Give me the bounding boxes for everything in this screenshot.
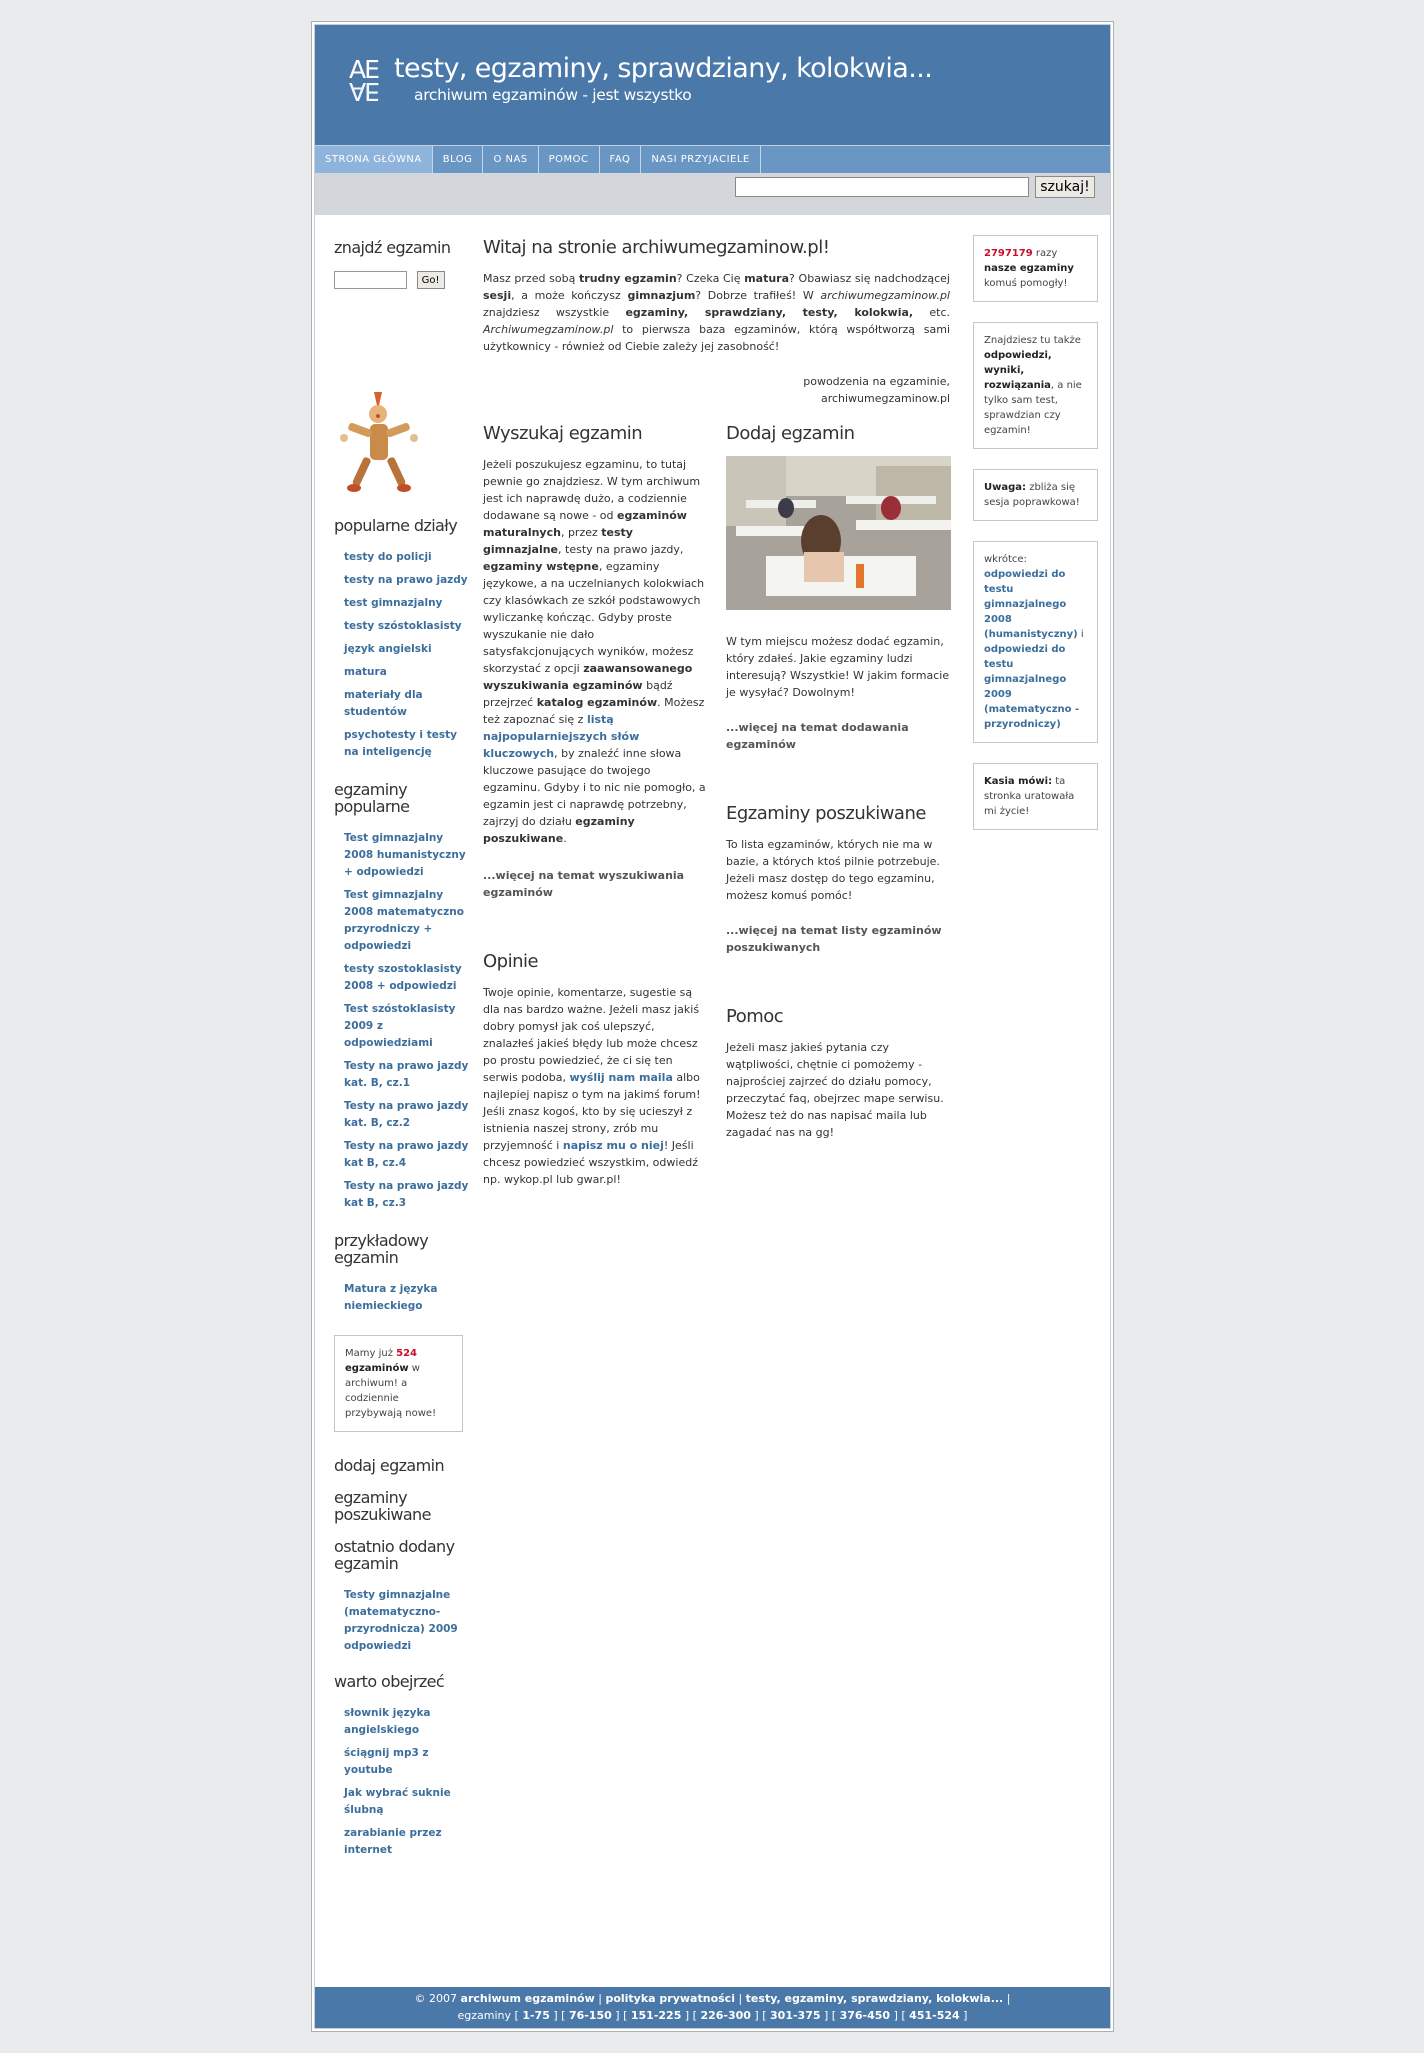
popular-exams-list bbox=[334, 830, 469, 1212]
add-exam-heading: Dodaj egzamin bbox=[726, 423, 855, 444]
welcome-bold: egzaminy, sprawdziany, testy, kolokwia, bbox=[625, 306, 914, 319]
footer-exams-label: egzaminy bbox=[457, 2009, 515, 2022]
list-item[interactable] bbox=[344, 1098, 469, 1132]
testimonial-author: Kasia mówi: bbox=[984, 776, 1053, 787]
popular-section-link[interactable]: test gimnazjalny bbox=[344, 597, 443, 609]
popular-exam-link[interactable]: Test szóstoklasisty 2009 z odpowiedziami bbox=[344, 1003, 456, 1049]
search-bold: egzaminy wstępne bbox=[483, 560, 599, 573]
search-text-part: . bbox=[563, 832, 567, 845]
find-exam-go-button[interactable]: Go! bbox=[417, 271, 445, 289]
list-item[interactable] bbox=[344, 1785, 469, 1819]
add-exam-section bbox=[726, 423, 950, 1141]
footer-separator: | bbox=[1003, 1992, 1011, 2005]
list-item[interactable] bbox=[344, 664, 469, 681]
logo-text-bottom: AE bbox=[349, 77, 378, 106]
popular-exams-title: egzaminy popularne bbox=[334, 780, 410, 816]
testimonial-box bbox=[973, 763, 1098, 830]
footer-tagline-link[interactable]: testy, egzaminy, sprawdziany, kolokwia... bbox=[745, 1992, 1004, 2005]
opinions-title: Opinie bbox=[483, 951, 539, 972]
help-count-box bbox=[973, 235, 1098, 302]
worth-seeing-link[interactable]: Jak wybrać suknie ślubną bbox=[344, 1787, 451, 1816]
welcome-signature bbox=[483, 373, 950, 407]
add-more-link[interactable]: ...więcej na temat dodawania egzaminów bbox=[726, 721, 909, 751]
popular-section-link[interactable]: język angielski bbox=[344, 643, 432, 655]
wanted-exams-title[interactable]: egzaminy poszukiwane bbox=[334, 1488, 431, 1524]
welcome-bold: trudny egzamin bbox=[579, 272, 677, 285]
answers-text: Znajdziesz tu także bbox=[984, 335, 1081, 346]
logo[interactable] bbox=[349, 55, 389, 109]
opinions-text-part: ! Jeśli chcesz powiedzieć wszystkim, odwiedź np. wykop.pl lub gwar.pl! bbox=[483, 1139, 698, 1186]
popular-exam-link[interactable]: Test gimnazjalny 2008 humanistyczny + odpowiedzi bbox=[344, 832, 466, 878]
search-exam-text bbox=[483, 456, 707, 847]
footer-range-link[interactable]: 376-450 bbox=[839, 2009, 891, 2022]
answers-box bbox=[973, 322, 1098, 449]
popular-section-link[interactable]: psychotesty i testy na inteligencję bbox=[344, 729, 457, 758]
help-count: 2797179 bbox=[984, 248, 1033, 259]
coming-soon-link-1[interactable]: odpowiedzi do testu gimnazjalnego 2008 (humanistyczny) bbox=[984, 569, 1078, 640]
site-footer bbox=[315, 1987, 1110, 2028]
page-inner bbox=[314, 24, 1111, 2029]
recent-exam-title: ostatnio dodany egzamin bbox=[334, 1537, 455, 1573]
search-button[interactable]: szukaj! bbox=[1035, 176, 1095, 198]
footer-copyright: © 2007 bbox=[414, 1992, 461, 2005]
testimonial-text: ta stronka uratowała mi życie! bbox=[984, 776, 1075, 817]
search-more-link[interactable]: ...więcej na temat wyszukiwania egzaminów bbox=[483, 869, 685, 899]
popular-section-link[interactable]: testy szóstoklasisty bbox=[344, 620, 462, 632]
signature-line: archiwumegzaminow.pl bbox=[820, 392, 950, 405]
search-bold: katalog egzaminów bbox=[536, 696, 658, 709]
list-item[interactable] bbox=[344, 1058, 469, 1092]
logo-text-top: AE bbox=[349, 55, 378, 84]
help-count-text: razy bbox=[1032, 248, 1058, 259]
search-input[interactable] bbox=[735, 177, 1029, 197]
list-item[interactable] bbox=[344, 1138, 469, 1172]
notice-text: zbliża się sesja poprawkowa! bbox=[984, 482, 1080, 508]
footer-separator: | bbox=[594, 1992, 606, 2005]
search-bar bbox=[315, 173, 1110, 215]
footer-line-1 bbox=[315, 1990, 1110, 2007]
list-item[interactable] bbox=[344, 641, 469, 658]
coming-soon-link-2[interactable]: odpowiedzi do testu gimnazjalnego 2009 (matematyczno - przyrodniczy) bbox=[984, 644, 1080, 730]
main-content bbox=[483, 235, 950, 1186]
notice-box bbox=[973, 469, 1098, 521]
wanted-more-link[interactable]: ...więcej na temat listy egzaminów poszukiwanych bbox=[726, 924, 942, 954]
count-box-text: Mamy już bbox=[345, 1348, 397, 1359]
search-text-part: , egzaminy językowe, a na uczelnianych kolokwiach czy klasówkach ze szkół podstawowych wyliczankę kończąc. Gdyby proste wyszukanie nie dało satysfakcjonujących wyników, możesz skorzystać z opcji bbox=[483, 560, 705, 675]
page-frame bbox=[311, 21, 1114, 2032]
welcome-text-part: znajdziesz wszystkie bbox=[483, 306, 626, 319]
opinions-text bbox=[483, 984, 707, 1188]
welcome-bold: sesji bbox=[483, 289, 512, 302]
welcome-bold: matura bbox=[744, 272, 790, 285]
coming-soon-box bbox=[973, 541, 1098, 743]
popular-sections-list bbox=[334, 549, 469, 761]
coming-soon-text: wkrótce: bbox=[984, 554, 1027, 565]
answers-text-end: , a nie tylko sam test, sprawdzian czy egzamin! bbox=[984, 380, 1082, 436]
worth-seeing-link[interactable]: zarabianie przez internet bbox=[344, 1827, 442, 1856]
welcome-bold: gimnazjum bbox=[627, 289, 696, 302]
footer-archive-link[interactable]: archiwum egzaminów bbox=[460, 1992, 595, 2005]
right-sidebar bbox=[973, 235, 1098, 850]
search-text-part: bądź przejrzeć bbox=[483, 679, 673, 709]
welcome-text-part: etc. bbox=[913, 306, 950, 319]
footer-range-link[interactable]: 76-150 bbox=[568, 2009, 612, 2022]
opinions-text-part: Twoje opinie, komentarze, sugestie są dla nas bardzo ważne. Jeżeli masz jakiś dobry pomysł jak coś ulepszyć, znalazłeś jakieś błędy lub może chcesz po prostu powiedzieć, że ci się ten serwis podoba, bbox=[483, 986, 700, 1084]
list-item[interactable] bbox=[344, 687, 469, 721]
welcome-text-part: Masz przed sobą bbox=[483, 272, 580, 285]
welcome-text bbox=[483, 270, 950, 355]
left-sidebar bbox=[334, 235, 469, 1865]
welcome-title: Witaj na stronie archiwumegzaminow.pl! bbox=[483, 237, 830, 258]
search-bold: egzaminów maturalnych bbox=[483, 509, 687, 539]
find-exam-form bbox=[334, 271, 469, 289]
popular-exam-link[interactable]: Testy na prawo jazdy kat B, cz.3 bbox=[344, 1180, 469, 1209]
popular-exam-link[interactable]: Testy na prawo jazdy kat. B, cz.2 bbox=[344, 1100, 469, 1129]
popular-sections-title: popularne działy bbox=[334, 516, 458, 535]
footer-line-2: egzaminy [ 1-75 ] [ 76-150 ] [ 151-225 ] [ 226-300 ] [ 301-375 ] [ 376-450 ] [ 451-524 ] bbox=[457, 2009, 968, 2022]
welcome-text-part: ? Czeka Cię bbox=[676, 272, 745, 285]
classroom-photo bbox=[726, 456, 951, 610]
worth-seeing-list bbox=[334, 1705, 469, 1859]
search-text-part: . Możesz też zapoznać się z bbox=[483, 696, 705, 726]
list-item[interactable] bbox=[344, 1705, 469, 1739]
keywords-link[interactable]: listą najpopularniejszych słów kluczowych bbox=[483, 713, 640, 760]
add-exam-title[interactable]: dodaj egzamin bbox=[334, 1456, 445, 1475]
search-bold: egzaminy poszukiwane bbox=[483, 815, 635, 845]
wanted-exams-text: To lista egzaminów, których nie ma w bazie, a których ktoś pilnie potrzebuje. Jeżeli masz dostęp do tego egzaminu, możesz komuś pomóc! bbox=[726, 838, 940, 902]
recent-exam-link[interactable]: Testy gimnazjalne (matematyczno-przyrodnicza) 2009 odpowiedzi bbox=[344, 1589, 458, 1652]
coming-soon-and: i bbox=[1077, 629, 1084, 640]
search-bold: testy gimnazjalne bbox=[483, 526, 633, 556]
add-exam-text: W tym miejscu możesz dodać egzamin, który zdałeś. Jakie egzaminy ludzi interesują? Wszystkie! W jakim formacie je wysyłać? Dowolnym! bbox=[726, 635, 950, 699]
search-text-part: , testy na prawo jazdy, bbox=[558, 543, 684, 556]
sample-exam-link[interactable]: Matura z języka niemieckiego bbox=[344, 1283, 438, 1312]
list-item[interactable] bbox=[344, 961, 469, 995]
footer-range-link[interactable]: 226-300 bbox=[700, 2009, 751, 2022]
wanted-exams-heading: Egzaminy poszukiwane bbox=[726, 803, 926, 824]
help-count-bold: nasze egzaminy bbox=[984, 263, 1074, 274]
nav-about[interactable]: O NAS bbox=[483, 146, 538, 173]
welcome-text-part: , a może kończysz bbox=[511, 289, 628, 302]
list-item[interactable] bbox=[344, 595, 469, 612]
help-text: Jeżeli masz jakieś pytania czy wątpliwości, chętnie ci pomożemy - najprościej zajrzeć do działu pomocy, przeczytać faq, obejrzec mape serwisu. Możesz też do nas napisać maila lub zagadać nas na gg! bbox=[726, 1041, 944, 1139]
list-item[interactable] bbox=[344, 572, 469, 589]
list-item[interactable] bbox=[344, 1178, 469, 1212]
welcome-text-part: to pierwsza baza egzaminów, którą współtworzą sami użytkownicy - również od Ciebie zależy jej zasobność! bbox=[483, 323, 950, 353]
help-count-text-end: komuś pomogły! bbox=[984, 278, 1068, 289]
list-item[interactable] bbox=[344, 887, 469, 955]
search-text-part: , by znaleźć inne słowa kluczowe pasujące do twojego egzaminu. Gdyby i to nic nie pomogło, a egzamin jest ci naprawdę potrzebny, zajrzyj do działu bbox=[483, 747, 706, 828]
list-item[interactable] bbox=[344, 549, 469, 566]
popular-exam-link[interactable]: testy szostoklasisty 2008 + odpowiedzi bbox=[344, 963, 462, 992]
welcome-text-part: ? Dobrze trafiłeś! W bbox=[695, 289, 821, 302]
search-exam-title: Wyszukaj egzamin bbox=[483, 423, 643, 444]
footer-range-link[interactable]: 1-75 bbox=[522, 2009, 550, 2022]
list-item[interactable] bbox=[344, 1587, 469, 1655]
worth-seeing-link[interactable]: ściągnij mp3 z youtube bbox=[344, 1747, 429, 1776]
nav-help[interactable]: POMOC bbox=[539, 146, 600, 173]
popular-exam-link[interactable]: Testy na prawo jazdy kat B, cz.4 bbox=[344, 1140, 469, 1169]
popular-exam-link[interactable]: Testy na prawo jazdy kat. B, cz.1 bbox=[344, 1060, 469, 1089]
count-box-text-end: w archiwum! a codziennie przybywają nowe! bbox=[345, 1363, 437, 1419]
worth-seeing-link[interactable]: słownik języka angielskiego bbox=[344, 1707, 431, 1736]
exam-count: 524 bbox=[396, 1348, 418, 1359]
footer-range-link[interactable]: 451-524 bbox=[909, 2009, 960, 2022]
tell-friend-link[interactable]: napisz mu o niej bbox=[562, 1139, 664, 1152]
worth-seeing-title: warto obejrzeć bbox=[334, 1672, 445, 1691]
list-item[interactable] bbox=[344, 618, 469, 635]
nav-blog[interactable]: BLOG bbox=[433, 146, 484, 173]
search-bold: zaawansowanego wyszukiwania egzaminów bbox=[483, 662, 693, 692]
help-heading: Pomoc bbox=[726, 1006, 784, 1027]
site-subtitle: archiwum egzaminów - jest wszystko bbox=[414, 86, 692, 104]
welcome-italic: archiwumegzaminow.pl bbox=[820, 289, 950, 302]
main-nav bbox=[315, 145, 1110, 173]
list-item[interactable] bbox=[344, 1281, 469, 1315]
answers-bold: odpowiedzi, wyniki, rozwiązania bbox=[984, 350, 1052, 391]
footer-range-link[interactable]: 151-225 bbox=[630, 2009, 682, 2022]
opinions-text-part: albo najlepiej napisz o tym na jakimś forum! Jeśli znasz kogoś, kto by się ucieszył z istnienia naszej strony, zrób mu przyjemność i bbox=[483, 1071, 701, 1152]
list-item[interactable] bbox=[344, 1745, 469, 1779]
find-exam-input[interactable] bbox=[334, 271, 407, 289]
search-exam-section bbox=[483, 423, 707, 1188]
sample-exam-list bbox=[334, 1281, 469, 1315]
footer-privacy-link[interactable]: polityka prywatności bbox=[605, 1992, 735, 2005]
notice-label: Uwaga: bbox=[984, 482, 1027, 493]
search-text-part: Jeżeli poszukujesz egzaminu, to tutaj pewnie go znajdziesz. W tym archiwum jest ich naprawdę dużo, a codziennie dodawane są nowe - od bbox=[483, 458, 701, 522]
nav-home[interactable]: STRONA GŁÓWNA bbox=[315, 146, 433, 173]
popular-section-link[interactable]: testy do policji bbox=[344, 551, 432, 563]
search-text-part: , przez bbox=[560, 526, 602, 539]
send-email-link[interactable]: wyślij nam maila bbox=[569, 1071, 673, 1084]
nav-faq[interactable]: FAQ bbox=[600, 146, 642, 173]
welcome-text-part: ? Obawiasz się nadchodzącej bbox=[789, 272, 950, 285]
signature-line: powodzenia na egzaminie, bbox=[803, 375, 950, 388]
puppet-image bbox=[334, 384, 424, 504]
popular-section-link[interactable]: testy na prawo jazdy bbox=[344, 574, 468, 586]
nav-friends[interactable]: NASI PRZYJACIELE bbox=[641, 146, 760, 173]
site-header bbox=[315, 25, 1110, 145]
sample-exam-title: przykładowy egzamin bbox=[334, 1231, 429, 1267]
find-exam-title: znajdź egzamin bbox=[334, 238, 451, 257]
list-item[interactable] bbox=[344, 830, 469, 881]
list-item[interactable] bbox=[344, 1825, 469, 1859]
list-item[interactable] bbox=[344, 1001, 469, 1052]
popular-section-link[interactable]: matura bbox=[344, 666, 387, 678]
popular-section-link[interactable]: materiały dla studentów bbox=[344, 689, 423, 718]
recent-exam-list bbox=[334, 1587, 469, 1655]
footer-range-link[interactable]: 301-375 bbox=[770, 2009, 821, 2022]
footer-separator: | bbox=[734, 1992, 746, 2005]
welcome-italic: Archiwumegzaminow.pl bbox=[483, 323, 614, 336]
list-item[interactable] bbox=[344, 727, 469, 761]
exam-count-box bbox=[334, 1335, 463, 1432]
count-box-bold: egzaminów bbox=[345, 1363, 409, 1374]
popular-exam-link[interactable]: Test gimnazjalny 2008 matematyczno przyrodniczy + odpowiedzi bbox=[344, 889, 464, 952]
site-title: testy, egzaminy, sprawdziany, kolokwia... bbox=[394, 53, 933, 84]
